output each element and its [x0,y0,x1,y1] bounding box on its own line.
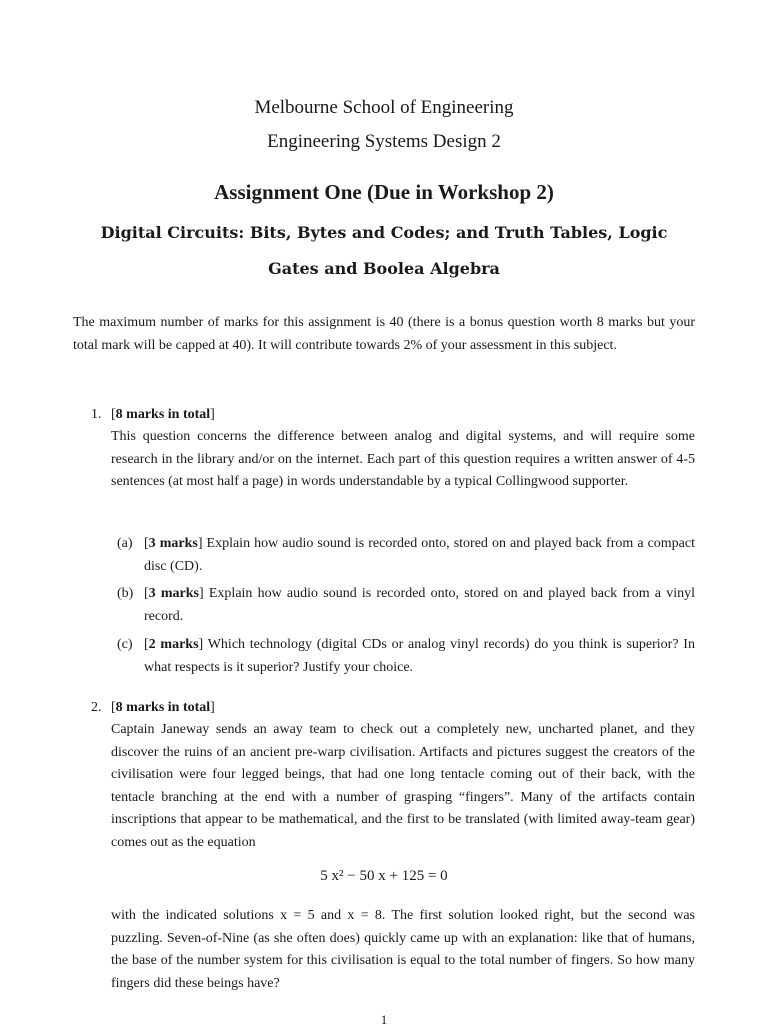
page-number: 1 [380,1012,388,1027]
question-2-continuation: with the indicated solutions x = 5 and x = 8. The first solution looked right, but the second was puzzling. Seven-of-Nine (as she often does) quickly came up with an explanation: like that of humans, the base of the number system for this civilisation is equal to the total number of fingers. So how many fingers did these beings have? [111,908,695,991]
subject-name: Engineering Systems Design 2 [267,131,501,152]
question-marks: [8 marks in total] [111,700,215,715]
part-a [111,533,695,578]
part-text: [3 marks] Explain how audio sound is recorded onto, stored on and played back from a compact disc (CD). [144,536,695,574]
part-c [111,634,695,679]
part-label: (a) [117,536,133,551]
intro-paragraph: The maximum number of marks for this assignment is 40 (there is a bonus question worth 8 marks but your total mark will be capped at 40). It will contribute towards 2% of your assessment in this subject. [73,315,695,353]
part-text: [3 marks] Explain how audio sound is recorded onto, stored on and played back from a vinyl record. [144,586,695,624]
part-label: (c) [117,637,133,652]
equation: 5 x² − 50 x + 125 = 0 [320,868,448,884]
question-1 [73,404,695,494]
question-2 [73,697,695,854]
question-number: 2. [91,700,102,715]
question-1-body: This question concerns the difference between analog and digital systems, and will require some research in the library and/or on the internet. Each part of this question requires a written answer of 4-5 sentences (at most half a page) in words understandable by a typical Collingwood supporter. [111,429,695,489]
part-b [111,583,695,628]
part-text: [2 marks] Which technology (digital CDs or analog vinyl records) do you think is superior? In what respects is it superior? Justify your choice. [144,637,695,675]
assignment-subtitle: Digital Circuits: Bits, Bytes and Codes; and Truth Tables, Logic Gates and Boolea Algebra [100,223,668,278]
school-name: Melbourne School of Engineering [254,97,514,118]
question-number: 1. [91,407,102,422]
question-marks: [8 marks in total] [111,407,215,422]
question-2-body: Captain Janeway sends an away team to check out a completely new, uncharted planet, and they discover the ruins of an ancient pre-warp civilisation. Artifacts and pictures suggest the creators of the civilisation were four legged beings, that had one long tentacle coming out of their back, with the tentacle branching at the end with a number of grasping “fingers”. Many of the artifacts contain inscriptions that appear to be mathematical, and the first to be translated (with limited away-team gear) comes out as the equation [111,722,695,850]
part-label: (b) [117,586,134,601]
assignment-title: Assignment One (Due in Workshop 2) [214,180,554,204]
